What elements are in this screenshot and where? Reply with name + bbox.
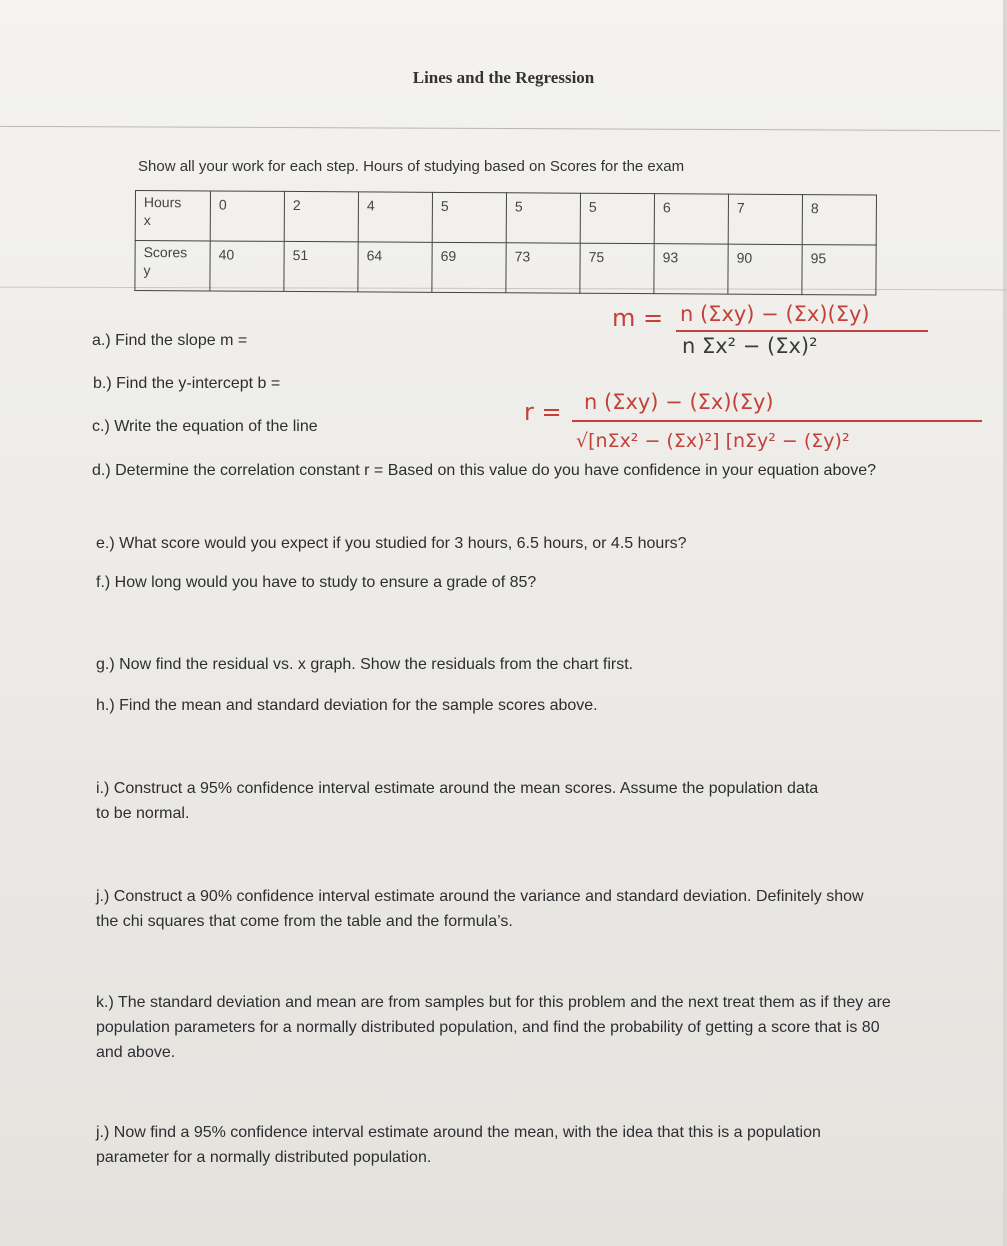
handwritten-slope-denominator: n Σx² − (Σx)² [682,334,818,358]
question-c: c.) Write the equation of the line [92,418,318,435]
question-f: f.) How long would you have to study to ensure a grade of 85? [96,574,537,591]
handwritten-slope-lhs: m = [612,304,664,332]
question-j1: j.) Construct a 90% confidence interval estimate around the variance and standard deviation. Definitely show the chi squares that come from the table and the formula’s. [96,888,864,930]
table-cell: 93 [654,244,728,294]
table-cell: 6 [654,194,728,244]
data-table [134,190,877,296]
table-cell: 51 [284,241,358,291]
paper-edge [1003,0,1007,1246]
table-cell: 4 [358,192,432,242]
table-cell: 0 [210,191,284,241]
table-cell: 5 [506,193,580,243]
page-title: Lines and the Regression [412,68,595,87]
table-cell: 2 [284,191,358,241]
table-cell: 40 [210,241,284,291]
row-header-scores: Scores y [135,241,210,291]
question-d: d.) Determine the correlation constant r = Based on this value do you have confidence in your equation above? [92,462,877,479]
handwritten-slope-fraction-bar [676,330,928,332]
table-row-scores [135,241,876,296]
table-row-hours [135,191,876,246]
question-a: a.) Find the slope m = [92,332,248,349]
table-cell: 73 [506,243,580,293]
handwritten-r-fraction-bar [572,420,982,422]
handwritten-r-denominator: √[nΣx² − (Σx)²] [nΣy² − (Σy)² [576,430,850,452]
handwritten-r-numerator: n (Σxy) − (Σx)(Σy) [584,390,774,414]
table-cell: 7 [728,194,802,244]
question-g: g.) Now find the residual vs. x graph. Show the residuals from the chart first. [96,656,634,673]
question-i: i.) Construct a 95% confidence interval estimate around the mean scores. Assume the population data to be normal. [96,780,819,822]
table-cell: 5 [580,193,654,243]
table-cell: 90 [728,244,802,294]
question-e: e.) What score would you expect if you studied for 3 hours, 6.5 hours, or 4.5 hours? [96,535,687,552]
question-h: h.) Find the mean and standard deviation for the sample scores above. [96,697,598,714]
handwritten-r-lhs: r = [524,398,562,426]
handwritten-slope-numerator: n (Σxy) − (Σx)(Σy) [680,302,870,326]
question-b: b.) Find the y-intercept b = [93,375,281,392]
table-cell: 5 [432,192,506,242]
table-cell: 8 [802,195,876,245]
header-divider [0,126,1000,131]
table-cell: 75 [580,243,654,293]
table-cell: 95 [802,245,876,295]
table-cell: 69 [432,242,506,292]
question-k: k.) The standard deviation and mean are from samples but for this problem and the next treat them as if they are population parameters for a normally distributed population, and find the probability of getting a score that is 80 and above. [96,994,891,1061]
row-header-hours: Hours x [135,191,210,241]
question-j2: j.) Now find a 95% confidence interval estimate around the mean, with the idea that this is a population parameter for a normally distributed population. [96,1124,821,1166]
table-cell: 64 [358,242,432,292]
instruction-text: Show all your work for each step. Hours of studying based on Scores for the exam [138,158,685,175]
